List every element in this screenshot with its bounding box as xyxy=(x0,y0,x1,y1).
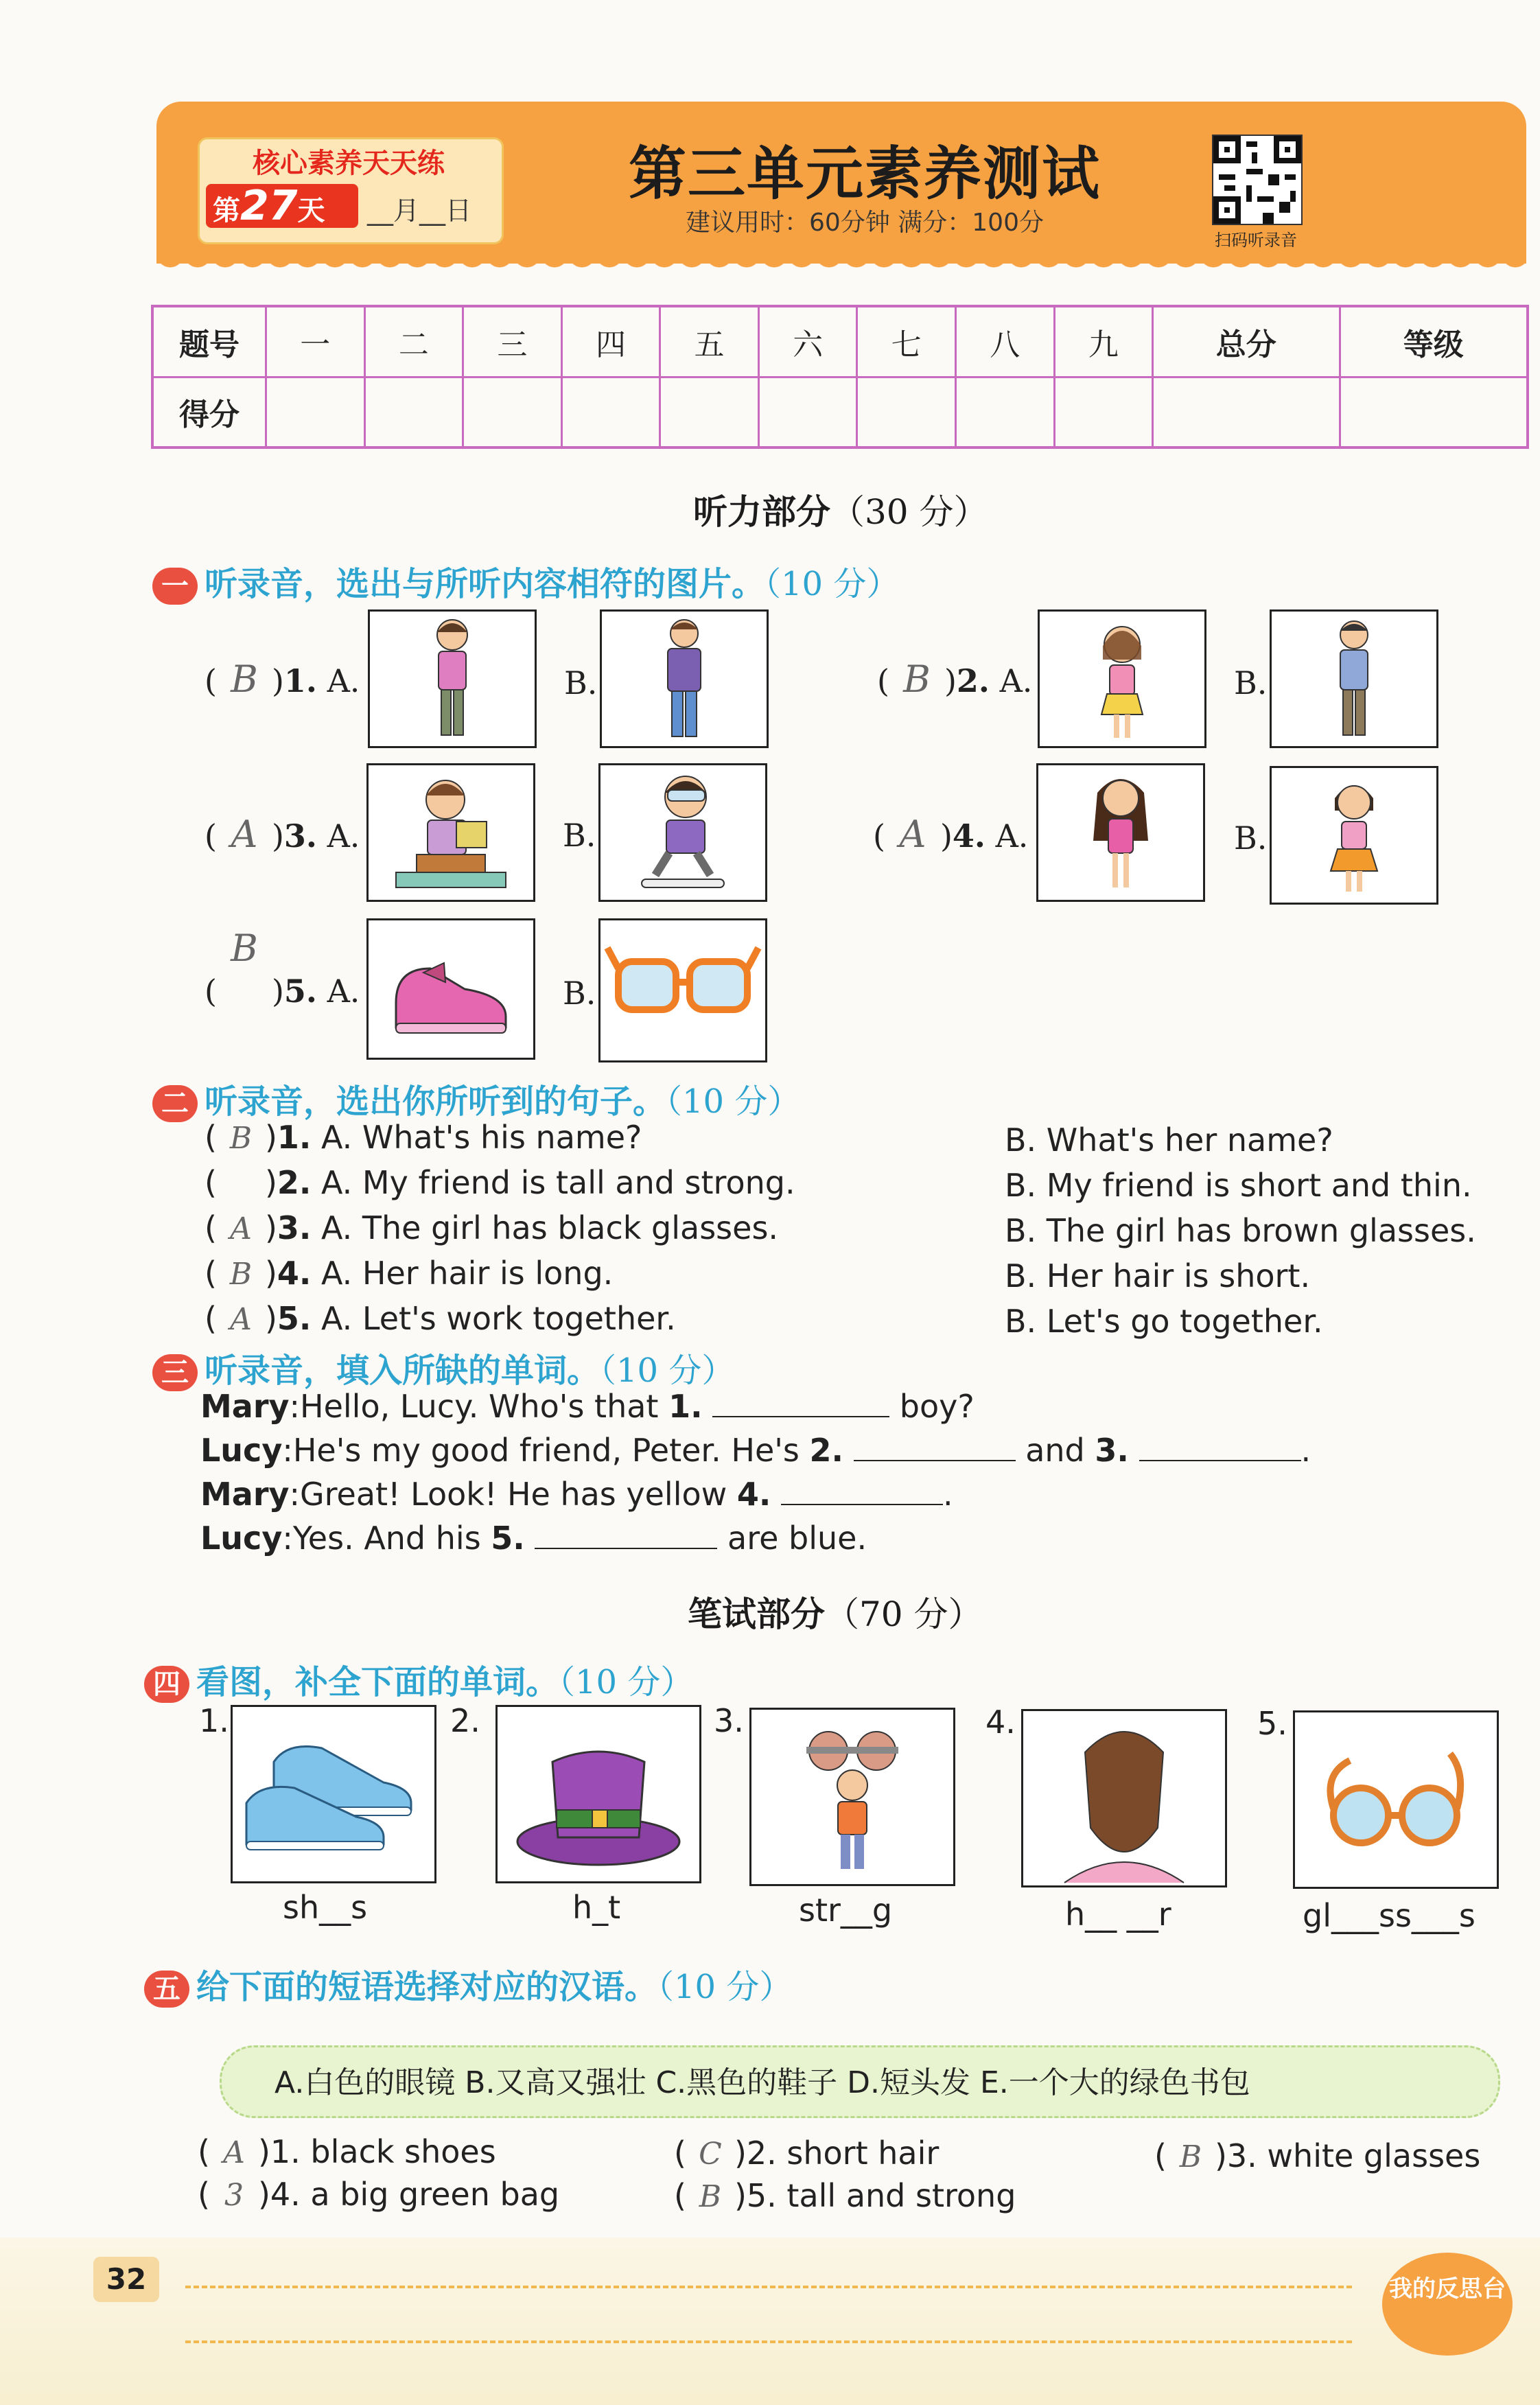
blank-5[interactable] xyxy=(535,1548,717,1549)
score-table-header: 二 xyxy=(364,306,463,377)
score-cell[interactable] xyxy=(266,377,365,448)
blank-3[interactable] xyxy=(1139,1460,1301,1461)
word-item-4-num: 4. xyxy=(985,1704,1016,1741)
reflection-line xyxy=(185,2340,1352,2343)
picture-boy-reading[interactable] xyxy=(366,763,535,902)
sentence-item-3: ( A )3. A. The girl has black glasses. xyxy=(205,1209,779,1246)
score-table-score-row xyxy=(152,377,1528,448)
sentence-option-b: B. The girl has brown glasses. xyxy=(1005,1212,1476,1249)
score-cell[interactable] xyxy=(364,377,463,448)
picture-glasses xyxy=(1293,1710,1499,1889)
blank-2[interactable] xyxy=(854,1460,1016,1461)
score-table xyxy=(151,305,1529,449)
qr-label: 扫码听录音 xyxy=(1215,231,1297,250)
answer-2-3[interactable]: A xyxy=(230,1211,252,1246)
section-3-heading: 三 听录音，填入所缺的单词。（10 分） xyxy=(152,1344,734,1391)
score-table-header: 七 xyxy=(857,306,956,377)
picture-sneakers xyxy=(231,1705,436,1883)
word-item-5-num: 5. xyxy=(1257,1705,1287,1742)
chinese-options: A.白色的眼镜 B.又高又强壮 C.黑色的鞋子 D.短头发 E.一个大的绿色书包 xyxy=(275,2065,1250,2100)
sentence-item-2: ( )2. A. My friend is tall and strong. xyxy=(205,1164,795,1201)
page-number: 32 xyxy=(93,2257,159,2302)
score-table-header: 六 xyxy=(758,306,857,377)
option-b-label: B. xyxy=(1234,820,1268,857)
picture-orange-glasses[interactable] xyxy=(598,918,767,1062)
phrase-item-4: ( 3 )4. a big green bag xyxy=(198,2176,560,2213)
sentence-item-4: ( B )4. A. Her hair is long. xyxy=(205,1255,614,1292)
picture-item-5: (B)5. A. xyxy=(205,927,360,1010)
phrase-item-3: ( B )3. white glasses xyxy=(1154,2137,1481,2174)
section-badge: 四 xyxy=(144,1666,189,1703)
sentence-option-b: B. My friend is short and thin. xyxy=(1005,1167,1472,1204)
picture-purple-hat xyxy=(495,1705,701,1883)
word-item-2-num: 2. xyxy=(450,1702,480,1739)
answer-5-2[interactable]: C xyxy=(699,2137,722,2172)
score-cell[interactable] xyxy=(1340,377,1528,448)
word-item-3-num: 3. xyxy=(714,1702,744,1739)
brand-label: 核心素养天天练 xyxy=(253,148,445,179)
phrase-item-1: ( A )1. black shoes xyxy=(198,2133,496,2170)
option-b-label: B. xyxy=(1234,664,1268,701)
date-field[interactable]: __月__日 xyxy=(367,196,472,226)
answer-5-4[interactable]: 3 xyxy=(224,2178,244,2213)
section-badge: 五 xyxy=(144,1971,189,2008)
section-5-heading: 五 给下面的短语选择对应的汉语。（10 分） xyxy=(144,1960,792,2008)
dialogue-line-2: Lucy:He's my good friend, Peter. He's 2. and 3. . xyxy=(200,1432,1311,1469)
section-1-heading: 一 听录音，选出与所听内容相符的图片。（10 分） xyxy=(152,557,899,605)
section-2-heading: 二 听录音，选出你所听到的句子。（10 分） xyxy=(152,1075,800,1122)
answer-2[interactable]: B xyxy=(903,658,931,701)
answer-4[interactable]: A xyxy=(899,813,926,856)
picture-boy-blue-shirt[interactable] xyxy=(1270,609,1438,748)
picture-girl-pink-shirt[interactable] xyxy=(1038,609,1206,748)
answer-5-5[interactable]: B xyxy=(699,2179,722,2214)
score-cell[interactable] xyxy=(463,377,562,448)
sentence-item-1: ( B )1. A. What's his name? xyxy=(205,1119,642,1156)
dialogue-line-4: Lucy:Yes. And his 5. are blue. xyxy=(200,1520,867,1557)
picture-boy-skateboard[interactable] xyxy=(598,763,767,902)
word-5[interactable]: gl___ss___s xyxy=(1303,1897,1475,1934)
phrase-item-5: ( B )5. tall and strong xyxy=(674,2177,1016,2214)
writing-part-title: 笔试部分（70 分） xyxy=(688,1594,983,1634)
score-table-header: 九 xyxy=(1054,306,1153,377)
word-item-1-num: 1. xyxy=(199,1702,229,1739)
day-tag: 第27天 xyxy=(206,184,358,228)
answer-2-5[interactable]: A xyxy=(230,1302,252,1337)
word-4[interactable]: h__ __r xyxy=(1065,1896,1171,1933)
answer-5-3[interactable]: B xyxy=(1179,2139,1202,2174)
picture-boy-pink-shirt[interactable] xyxy=(368,609,537,748)
score-table-header: 等级 xyxy=(1340,306,1528,377)
answer-1[interactable]: B xyxy=(231,658,258,701)
banner-wave xyxy=(156,254,1526,281)
page-title: 第三单元素养测试 xyxy=(628,140,1101,207)
dialogue-line-3: Mary:Great! Look! He has yellow 4. . xyxy=(200,1476,953,1513)
sentence-option-b: B. Her hair is short. xyxy=(1005,1257,1311,1294)
picture-item-3: ( A )3. A. xyxy=(205,813,360,856)
word-2[interactable]: h_t xyxy=(572,1889,621,1926)
qr-code-icon[interactable] xyxy=(1212,135,1303,225)
score-table-header: 四 xyxy=(561,306,660,377)
blank-1[interactable] xyxy=(712,1416,889,1417)
picture-strong-boy xyxy=(749,1708,955,1886)
section-badge: 二 xyxy=(152,1085,198,1122)
option-b-label: B. xyxy=(564,664,598,701)
dialogue-line-1: Mary:Hello, Lucy. Who's that 1. boy? xyxy=(200,1388,975,1425)
answer-2-1[interactable]: B xyxy=(229,1121,253,1156)
sentence-option-b: B. What's her name? xyxy=(1005,1122,1333,1159)
score-cell[interactable] xyxy=(857,377,956,448)
blank-4[interactable] xyxy=(781,1504,943,1505)
answer-5-1[interactable]: A xyxy=(223,2135,245,2170)
score-table-header: 一 xyxy=(266,306,365,377)
score-cell[interactable] xyxy=(561,377,660,448)
answer-3[interactable]: A xyxy=(231,813,258,856)
picture-item-4: ( A )4. A. xyxy=(873,813,1029,856)
score-cell[interactable] xyxy=(1153,377,1340,448)
score-table-header-row xyxy=(152,306,1528,377)
score-table-header: 五 xyxy=(660,306,759,377)
footer-band xyxy=(0,2238,1540,2405)
answer-5[interactable]: B xyxy=(231,927,258,970)
picture-item-2: ( B )2. A. xyxy=(877,658,1033,701)
score-row-label: 得分 xyxy=(152,377,266,448)
score-cell[interactable] xyxy=(955,377,1054,448)
picture-long-hair xyxy=(1021,1709,1227,1887)
picture-pink-shoes[interactable] xyxy=(366,918,535,1060)
score-cell[interactable] xyxy=(1054,377,1153,448)
score-cell[interactable] xyxy=(660,377,759,448)
listening-part-title: 听力部分（30 分） xyxy=(693,491,988,532)
page-subtitle: 建议用时：60分钟 满分：100分 xyxy=(686,209,1044,237)
picture-girl-long-hair[interactable] xyxy=(1036,763,1205,902)
option-b-label: B. xyxy=(563,975,596,1012)
picture-item-1: ( B )1. A. xyxy=(205,658,360,701)
answer-2-4[interactable]: B xyxy=(229,1257,253,1292)
score-table-header: 八 xyxy=(955,306,1054,377)
option-b-label: B. xyxy=(563,817,596,854)
section-4-heading: 四 看图，补全下面的单词。（10 分） xyxy=(144,1655,693,1703)
section-badge: 三 xyxy=(152,1354,198,1391)
reflection-badge: 我的反思台 xyxy=(1382,2253,1513,2356)
word-1[interactable]: sh__s xyxy=(283,1889,368,1926)
score-cell[interactable] xyxy=(758,377,857,448)
word-3[interactable]: str__g xyxy=(799,1892,893,1929)
reflection-line xyxy=(185,2286,1352,2288)
score-table-header: 总分 xyxy=(1153,306,1340,377)
sentence-item-5: ( A )5. A. Let's work together. xyxy=(205,1300,676,1337)
picture-girl-short-hair[interactable] xyxy=(1270,766,1438,905)
sentence-option-b: B. Let's go together. xyxy=(1005,1303,1323,1340)
section-badge: 一 xyxy=(152,568,198,605)
score-table-header: 三 xyxy=(463,306,562,377)
phrase-item-2: ( C )2. short hair xyxy=(674,2135,940,2172)
score-table-header: 题号 xyxy=(152,306,266,377)
picture-man-purple-jacket[interactable] xyxy=(600,609,769,748)
